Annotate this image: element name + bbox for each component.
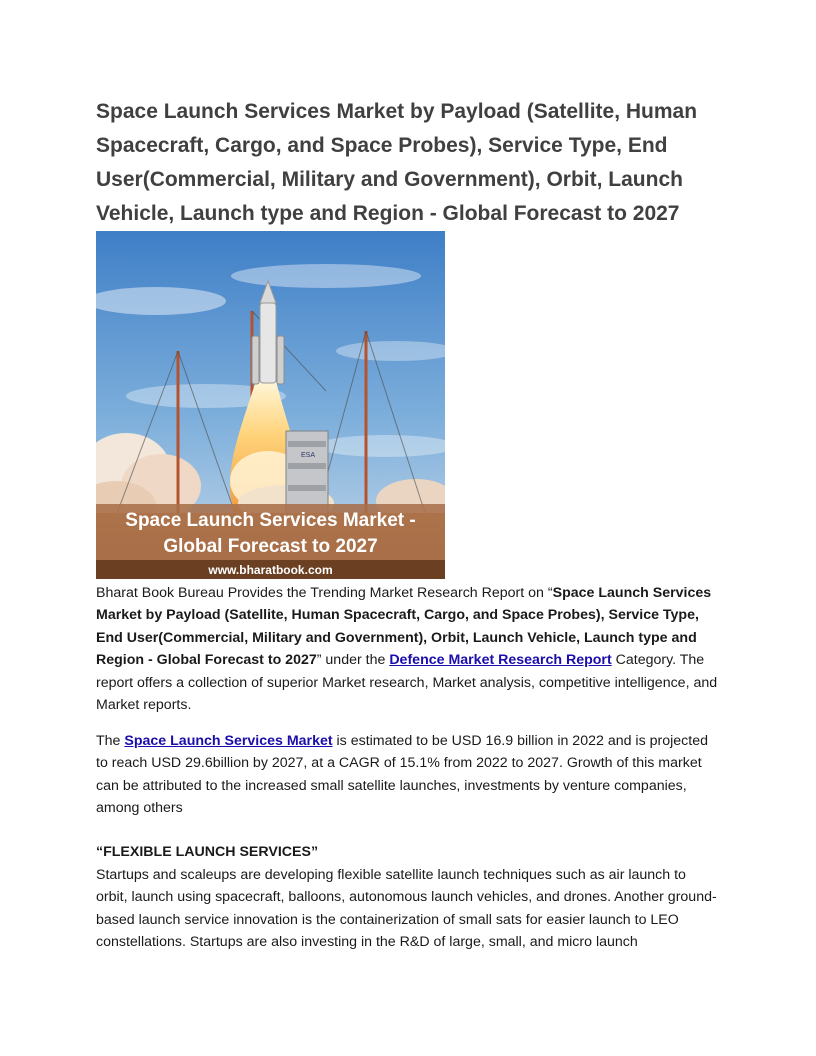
hero-image [96,231,445,579]
hero-website: www.bharatbook.com [208,563,333,577]
intro-prefix: Bharat Book Bureau Provides the Trending Market Research Report on “ [96,585,553,601]
intro-report-title: Space Launch Services Market by Payload (Satellite, Human Spacecraft, Cargo, and Space Probes), Service Type, End User(Commercial, Military and Government), Orbit, Launch Vehicle, Launch type and Region - Global Forecast to 2027 [96,585,712,669]
intro-suffix: Category. The report offers a collection of superior Market research, Market analysis, competitive intelligence, and Market reports. [96,652,718,714]
hero-caption-line2: Global Forecast to 2027 [163,536,378,557]
section-heading [96,841,721,863]
market-paragraph [96,730,721,820]
page-title: Space Launch Services Market by Payload (Satellite, Human Spacecraft, Cargo, and Space Probes), Service Type, End User(Commercial, Military and Government), Orbit, Launch Vehicle, Launch type and Region - Global Forecast to 2027 [96,100,698,225]
defence-category-link[interactable]: Defence Market Research Report [389,652,612,669]
section-body: Startups and scaleups are developing flexible satellite launch techniques such as air launch to orbit, launch using spacecraft, balloons, autonomous launch vehicles, and drones. Another ground-based launch service innovation is the containerization of small sats for easier launch to LEO constellations. Startups are also investing in the R&D of large, small, and micro launch [96,867,717,951]
tower-label: ESA [301,452,316,459]
space-launch-market-link[interactable]: Space Launch Services Market [124,733,333,749]
market-body: is estimated to be USD 16.9 billion in 2022 and is projected to reach USD 29.6billion by 2027, at a CAGR of 15.1% from 2022 to 2027. Growth of this market can be attributed to the increased small satellite launches, investments by venture companies, among others [96,733,708,817]
section-heading-text: “FLEXIBLE LAUNCH SERVICES” [96,844,319,860]
intro-paragraph [96,582,721,716]
intro-middle: ” under the [316,652,390,669]
hero-caption-line1: Space Launch Services Market - [125,510,416,531]
market-prefix: The [96,733,125,749]
